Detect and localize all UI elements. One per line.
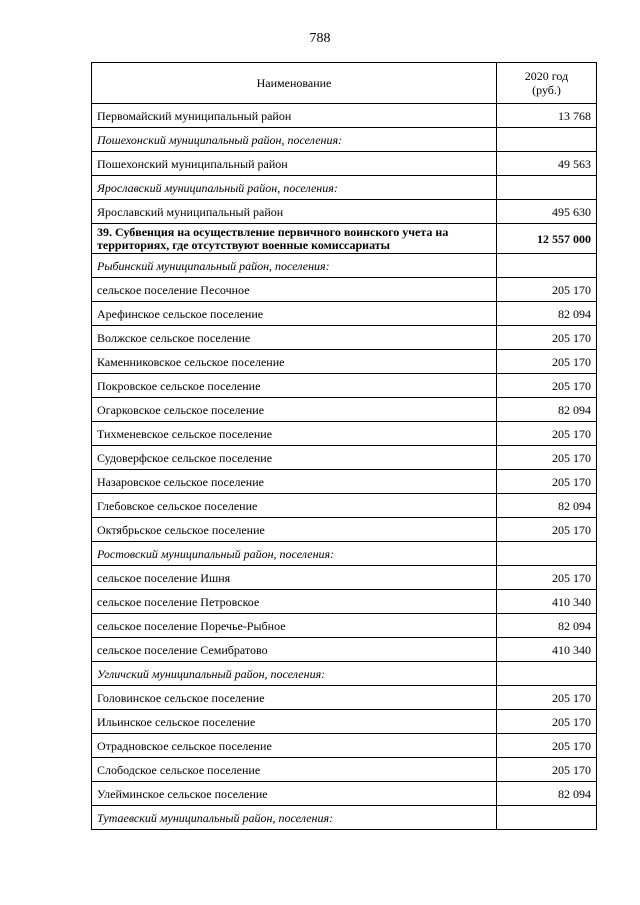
row-amount — [497, 176, 597, 200]
row-amount: 205 170 — [497, 470, 597, 494]
row-name: Ярославский муниципальный район — [92, 200, 497, 224]
table-row — [92, 302, 597, 326]
row-name: Каменниковское сельское поселение — [92, 350, 497, 374]
group-row — [92, 176, 597, 200]
row-amount — [497, 806, 597, 830]
table-row — [92, 710, 597, 734]
row-amount: 410 340 — [497, 590, 597, 614]
group-row — [92, 806, 597, 830]
row-name: Пошехонский муниципальный район — [92, 152, 497, 176]
group-row — [92, 128, 597, 152]
table-row — [92, 566, 597, 590]
row-name: Головинское сельское поселение — [92, 686, 497, 710]
row-name: сельское поселение Поречье-Рыбное — [92, 614, 497, 638]
budget-table — [91, 62, 597, 830]
table-row — [92, 470, 597, 494]
group-row — [92, 662, 597, 686]
row-amount: 410 340 — [497, 638, 597, 662]
group-row — [92, 254, 597, 278]
row-name: сельское поселение Петровское — [92, 590, 497, 614]
row-amount: 205 170 — [497, 350, 597, 374]
table-row — [92, 326, 597, 350]
row-amount: 205 170 — [497, 446, 597, 470]
table-row — [92, 590, 597, 614]
row-amount: 205 170 — [497, 758, 597, 782]
table-row — [92, 686, 597, 710]
row-amount: 12 557 000 — [497, 224, 597, 254]
row-amount: 205 170 — [497, 518, 597, 542]
row-amount: 49 563 — [497, 152, 597, 176]
row-amount: 82 094 — [497, 398, 597, 422]
row-amount: 205 170 — [497, 374, 597, 398]
row-name: Назаровское сельское поселение — [92, 470, 497, 494]
row-amount — [497, 662, 597, 686]
row-name: Первомайский муниципальный район — [92, 104, 497, 128]
row-name: Рыбинский муниципальный район, поселения: — [92, 254, 497, 278]
header-amount-unit: (руб.) — [532, 83, 561, 97]
row-amount: 205 170 — [497, 422, 597, 446]
row-amount — [497, 128, 597, 152]
table-row — [92, 200, 597, 224]
row-name: Огарковское сельское поселение — [92, 398, 497, 422]
table-row — [92, 494, 597, 518]
row-name: сельское поселение Семибратово — [92, 638, 497, 662]
row-name: Глебовское сельское поселение — [92, 494, 497, 518]
group-row — [92, 542, 597, 566]
row-name: Отрадновское сельское поселение — [92, 734, 497, 758]
row-name: 39. Субвенция на осуществление первичного воинского учета на территориях, где отсутствуют военные комиссариаты — [92, 224, 497, 254]
row-amount: 495 630 — [497, 200, 597, 224]
row-name: Тутаевский муниципальный район, поселения: — [92, 806, 497, 830]
row-name: Ярославский муниципальный район, поселения: — [92, 176, 497, 200]
table-header — [92, 63, 597, 104]
row-name: Октябрьское сельское поселение — [92, 518, 497, 542]
row-amount: 205 170 — [497, 686, 597, 710]
row-name: Волжское сельское поселение — [92, 326, 497, 350]
table-row — [92, 278, 597, 302]
row-amount: 82 094 — [497, 302, 597, 326]
header-row — [92, 63, 597, 104]
table-row — [92, 734, 597, 758]
table-row — [92, 152, 597, 176]
row-name: Ильинское сельское поселение — [92, 710, 497, 734]
row-name: сельское поселение Песочное — [92, 278, 497, 302]
row-name: Ростовский муниципальный район, поселения: — [92, 542, 497, 566]
row-name: Слободское сельское поселение — [92, 758, 497, 782]
table-row — [92, 446, 597, 470]
row-name: Арефинское сельское поселение — [92, 302, 497, 326]
row-amount: 205 170 — [497, 278, 597, 302]
header-name: Наименование — [92, 63, 497, 104]
row-amount: 205 170 — [497, 326, 597, 350]
header-amount — [497, 63, 597, 104]
page-number: 788 — [309, 31, 331, 46]
row-amount: 82 094 — [497, 494, 597, 518]
header-amount-year: 2020 год — [524, 69, 569, 83]
row-amount: 205 170 — [497, 710, 597, 734]
row-amount: 13 768 — [497, 104, 597, 128]
row-name: Пошехонский муниципальный район, поселения: — [92, 128, 497, 152]
table-row — [92, 104, 597, 128]
table-row — [92, 422, 597, 446]
table-row — [92, 350, 597, 374]
row-name: Тихменевское сельское поселение — [92, 422, 497, 446]
row-amount: 82 094 — [497, 614, 597, 638]
table-row — [92, 518, 597, 542]
section-row — [92, 224, 597, 254]
row-name: Покровское сельское поселение — [92, 374, 497, 398]
row-amount — [497, 254, 597, 278]
table-row — [92, 638, 597, 662]
row-name: Судоверфское сельское поселение — [92, 446, 497, 470]
row-amount: 82 094 — [497, 782, 597, 806]
table-row — [92, 758, 597, 782]
table-row — [92, 398, 597, 422]
table-row — [92, 782, 597, 806]
row-name: Угличский муниципальный район, поселения: — [92, 662, 497, 686]
row-amount — [497, 542, 597, 566]
table-row — [92, 374, 597, 398]
table-row — [92, 614, 597, 638]
row-name: сельское поселение Ишня — [92, 566, 497, 590]
row-name: Улейминское сельское поселение — [92, 782, 497, 806]
row-amount: 205 170 — [497, 734, 597, 758]
table-body — [92, 104, 597, 830]
row-amount: 205 170 — [497, 566, 597, 590]
